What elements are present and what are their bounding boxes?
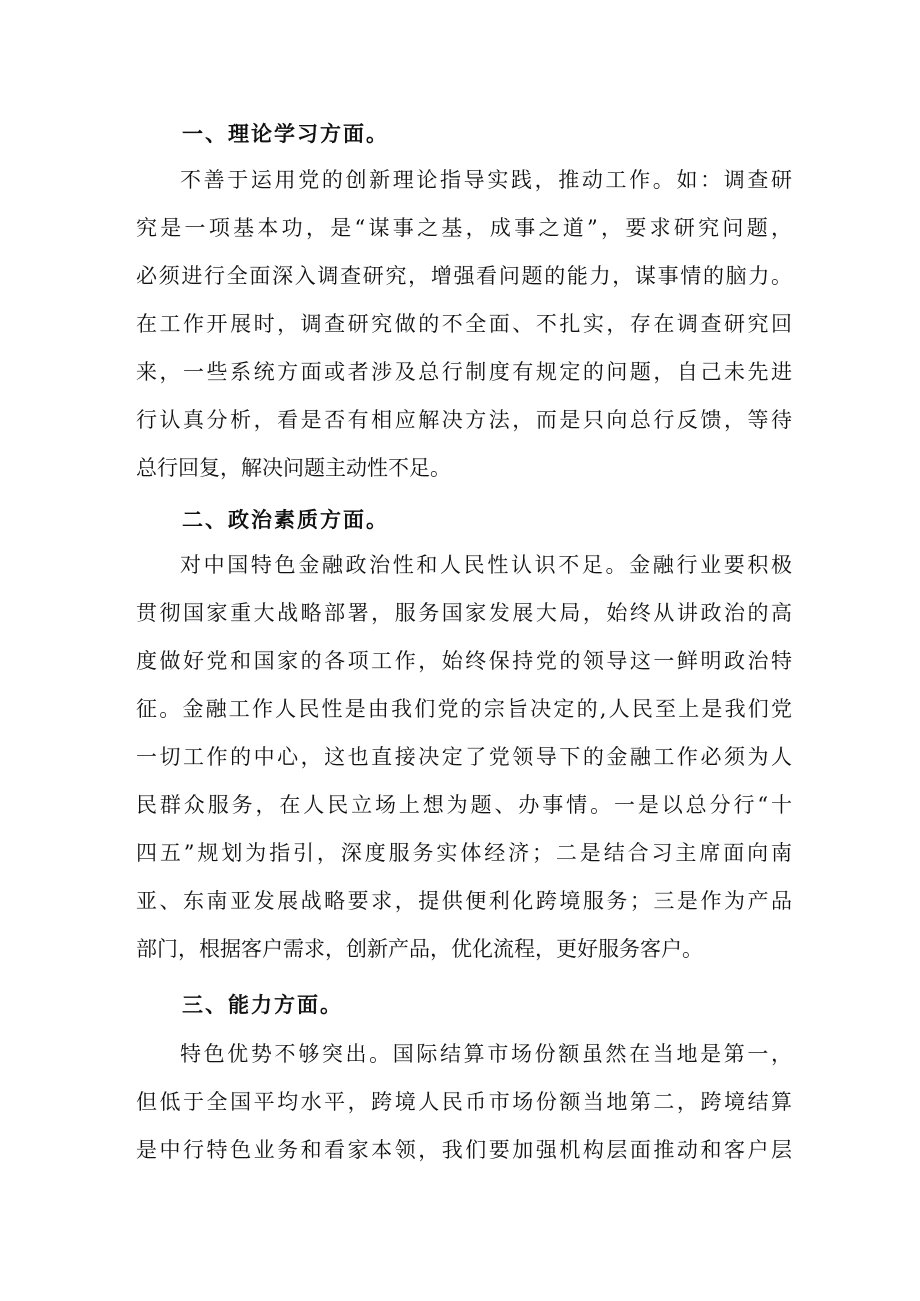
paragraph-line: 来，一些系统方面或者涉及总行制度有规定的问题，自己未先进 — [136, 360, 792, 384]
section-heading-ability: 三、能力方面。 — [182, 992, 343, 1017]
paragraph-line: 对中国特色金融政治性和人民性认识不足。金融行业要积极 — [180, 553, 792, 577]
paragraph-line: 征。金融工作人民性是由我们党的宗旨决定的,人民至上是我们党 — [136, 697, 792, 721]
paragraph-line: 亚、东南亚发展战略要求，提供便利化跨境服务；三是作为产品 — [136, 889, 792, 913]
paragraph-line: 究是一项基本功，是“谋事之基，成事之道”，要求研究问题， — [136, 216, 792, 240]
section-body-politics — [136, 541, 792, 973]
paragraph-line: 贯彻国家重大战略部署，服务国家发展大局，始终从讲政治的高 — [136, 601, 792, 625]
paragraph-line: 四五”规划为指引，深度服务实体经济；二是结合习主席面向南 — [136, 841, 792, 865]
paragraph-line: 总行回复，解决问题主动性不足。 — [136, 456, 451, 480]
paragraph-line: 行认真分析，看是否有相应解决方法，而是只向总行反馈，等待 — [136, 408, 792, 432]
paragraph-line: 不善于运用党的创新理论指导实践，推动工作。如：调查研 — [180, 168, 792, 192]
paragraph-line: 一切工作的中心，这也直接决定了党领导下的金融工作必须为人 — [136, 745, 792, 769]
paragraph-line: 但低于全国平均水平，跨境人民币市场份额当地第二，跨境结算 — [136, 1090, 792, 1114]
paragraph-line: 民群众服务，在人民立场上想为题、办事情。一是以总分行“十 — [136, 793, 792, 817]
section-body-ability — [136, 1030, 792, 1174]
section-heading-theory: 一、理论学习方面。 — [182, 121, 389, 146]
paragraph-line: 在工作开展时，调查研究做的不全面、不扎实，存在调查研究回 — [136, 312, 792, 336]
section-body-theory — [136, 156, 792, 492]
paragraph-line: 特色优势不够突出。国际结算市场份额虽然在当地是第一， — [180, 1042, 792, 1066]
paragraph-line: 是中行特色业务和看家本领，我们要加强机构层面推动和客户层 — [136, 1138, 792, 1162]
paragraph-line: 度做好党和国家的各项工作，始终保持党的领导这一鲜明政治特 — [136, 649, 792, 673]
section-heading-politics: 二、政治素质方面。 — [182, 507, 389, 532]
paragraph-line: 必须进行全面深入调查研究，增强看问题的能力，谋事情的脑力。 — [136, 264, 792, 288]
paragraph-line: 部门，根据客户需求，创新产品，优化流程，更好服务客户。 — [136, 937, 703, 961]
